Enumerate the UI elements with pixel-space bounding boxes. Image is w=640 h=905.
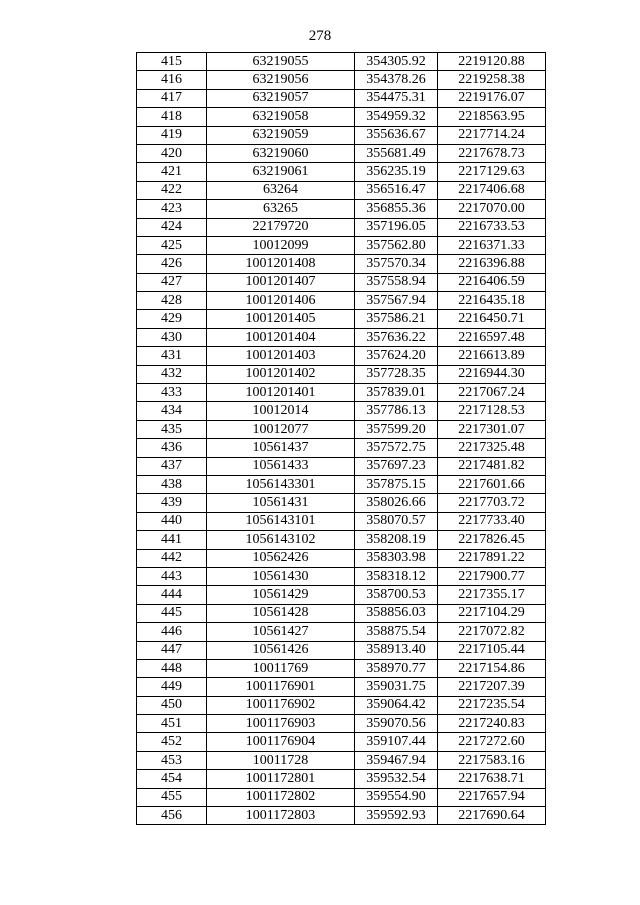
table-row (137, 715, 546, 733)
point-id-cell: 10562426 (207, 549, 355, 567)
y-coordinate-cell: 2217067.24 (438, 384, 546, 402)
x-coordinate-cell: 358700.53 (355, 586, 438, 604)
point-id-cell: 1001201403 (207, 347, 355, 365)
row-number-cell: 441 (137, 531, 207, 549)
row-number-cell: 428 (137, 292, 207, 310)
row-number-cell: 455 (137, 788, 207, 806)
y-coordinate-cell: 2216435.18 (438, 292, 546, 310)
y-coordinate-cell: 2217104.29 (438, 604, 546, 622)
x-coordinate-cell: 359592.93 (355, 807, 438, 825)
point-id-cell: 10012014 (207, 402, 355, 420)
y-coordinate-cell: 2217690.64 (438, 807, 546, 825)
point-id-cell: 10561429 (207, 586, 355, 604)
table-row (137, 71, 546, 89)
point-id-cell: 1001172803 (207, 807, 355, 825)
row-number-cell: 435 (137, 420, 207, 438)
point-id-cell: 1001176903 (207, 715, 355, 733)
table-row (137, 384, 546, 402)
table-row (137, 347, 546, 365)
point-id-cell: 63219057 (207, 89, 355, 107)
x-coordinate-cell: 357570.34 (355, 255, 438, 273)
table-row (137, 604, 546, 622)
x-coordinate-cell: 359107.44 (355, 733, 438, 751)
x-coordinate-cell: 354959.32 (355, 108, 438, 126)
table-row (137, 53, 546, 71)
row-number-cell: 454 (137, 770, 207, 788)
y-coordinate-cell: 2216371.33 (438, 236, 546, 254)
x-coordinate-cell: 358303.98 (355, 549, 438, 567)
point-id-cell: 10561433 (207, 457, 355, 475)
x-coordinate-cell: 357558.94 (355, 273, 438, 291)
point-id-cell: 1056143102 (207, 531, 355, 549)
table-row (137, 126, 546, 144)
row-number-cell: 445 (137, 604, 207, 622)
table-row (137, 89, 546, 107)
x-coordinate-cell: 357599.20 (355, 420, 438, 438)
page-number: 278 (308, 28, 332, 44)
table-row (137, 328, 546, 346)
point-id-cell: 1001201406 (207, 292, 355, 310)
y-coordinate-cell: 2217207.39 (438, 678, 546, 696)
row-number-cell: 450 (137, 696, 207, 714)
row-number-cell: 438 (137, 475, 207, 493)
table-row (137, 181, 546, 199)
point-id-cell: 10011728 (207, 751, 355, 769)
point-id-cell: 63219055 (207, 53, 355, 71)
x-coordinate-cell: 357572.75 (355, 439, 438, 457)
x-coordinate-cell: 358913.40 (355, 641, 438, 659)
table-row (137, 457, 546, 475)
point-id-cell: 1001201402 (207, 365, 355, 383)
point-id-cell: 63219058 (207, 108, 355, 126)
point-id-cell: 10561426 (207, 641, 355, 659)
point-id-cell: 10561430 (207, 567, 355, 585)
table-row (137, 310, 546, 328)
row-number-cell: 436 (137, 439, 207, 457)
point-id-cell: 10561431 (207, 494, 355, 512)
x-coordinate-cell: 357839.01 (355, 384, 438, 402)
y-coordinate-cell: 2217891.22 (438, 549, 546, 567)
y-coordinate-cell: 2219120.88 (438, 53, 546, 71)
y-coordinate-cell: 2216450.71 (438, 310, 546, 328)
table-body (137, 53, 546, 825)
point-id-cell: 63219061 (207, 163, 355, 181)
table-row (137, 218, 546, 236)
point-id-cell: 10561427 (207, 623, 355, 641)
row-number-cell: 434 (137, 402, 207, 420)
point-id-cell: 1056143301 (207, 475, 355, 493)
x-coordinate-cell: 357562.80 (355, 236, 438, 254)
y-coordinate-cell: 2217826.45 (438, 531, 546, 549)
y-coordinate-cell: 2217070.00 (438, 200, 546, 218)
y-coordinate-cell: 2217406.68 (438, 181, 546, 199)
point-id-cell: 22179720 (207, 218, 355, 236)
x-coordinate-cell: 357624.20 (355, 347, 438, 365)
x-coordinate-cell: 357586.21 (355, 310, 438, 328)
table-row (137, 531, 546, 549)
x-coordinate-cell: 359064.42 (355, 696, 438, 714)
point-id-cell: 1001201407 (207, 273, 355, 291)
table-row (137, 255, 546, 273)
y-coordinate-cell: 2217129.63 (438, 163, 546, 181)
table-row (137, 365, 546, 383)
table-row (137, 788, 546, 806)
table-row (137, 678, 546, 696)
x-coordinate-cell: 358970.77 (355, 659, 438, 677)
x-coordinate-cell: 357567.94 (355, 292, 438, 310)
table-row (137, 733, 546, 751)
table-row (137, 108, 546, 126)
point-id-cell: 10012077 (207, 420, 355, 438)
x-coordinate-cell: 357875.15 (355, 475, 438, 493)
row-number-cell: 447 (137, 641, 207, 659)
x-coordinate-cell: 359031.75 (355, 678, 438, 696)
y-coordinate-cell: 2219176.07 (438, 89, 546, 107)
row-number-cell: 420 (137, 144, 207, 162)
y-coordinate-cell: 2217301.07 (438, 420, 546, 438)
x-coordinate-cell: 358318.12 (355, 567, 438, 585)
y-coordinate-cell: 2216597.48 (438, 328, 546, 346)
table-row (137, 641, 546, 659)
y-coordinate-cell: 2217657.94 (438, 788, 546, 806)
row-number-cell: 440 (137, 512, 207, 530)
x-coordinate-cell: 357786.13 (355, 402, 438, 420)
row-number-cell: 429 (137, 310, 207, 328)
y-coordinate-cell: 2217733.40 (438, 512, 546, 530)
row-number-cell: 419 (137, 126, 207, 144)
table-row (137, 144, 546, 162)
row-number-cell: 426 (137, 255, 207, 273)
table-row (137, 567, 546, 585)
x-coordinate-cell: 357697.23 (355, 457, 438, 475)
x-coordinate-cell: 355681.49 (355, 144, 438, 162)
coordinates-table (136, 52, 546, 825)
x-coordinate-cell: 359467.94 (355, 751, 438, 769)
row-number-cell: 425 (137, 236, 207, 254)
row-number-cell: 421 (137, 163, 207, 181)
table-row (137, 292, 546, 310)
x-coordinate-cell: 357196.05 (355, 218, 438, 236)
point-id-cell: 10561428 (207, 604, 355, 622)
point-id-cell: 1001176902 (207, 696, 355, 714)
row-number-cell: 427 (137, 273, 207, 291)
point-id-cell: 1001176901 (207, 678, 355, 696)
row-number-cell: 451 (137, 715, 207, 733)
row-number-cell: 417 (137, 89, 207, 107)
y-coordinate-cell: 2217703.72 (438, 494, 546, 512)
table-row (137, 807, 546, 825)
point-id-cell: 1001172801 (207, 770, 355, 788)
row-number-cell: 415 (137, 53, 207, 71)
y-coordinate-cell: 2217601.66 (438, 475, 546, 493)
x-coordinate-cell: 356855.36 (355, 200, 438, 218)
table-row (137, 549, 546, 567)
point-id-cell: 1001201404 (207, 328, 355, 346)
row-number-cell: 433 (137, 384, 207, 402)
y-coordinate-cell: 2216733.53 (438, 218, 546, 236)
table-row (137, 770, 546, 788)
point-id-cell: 63264 (207, 181, 355, 199)
x-coordinate-cell: 355636.67 (355, 126, 438, 144)
x-coordinate-cell: 354475.31 (355, 89, 438, 107)
table-row (137, 163, 546, 181)
point-id-cell: 1001176904 (207, 733, 355, 751)
point-id-cell: 63219056 (207, 71, 355, 89)
point-id-cell: 1056143101 (207, 512, 355, 530)
y-coordinate-cell: 2217105.44 (438, 641, 546, 659)
y-coordinate-cell: 2217481.82 (438, 457, 546, 475)
row-number-cell: 448 (137, 659, 207, 677)
table-row (137, 512, 546, 530)
x-coordinate-cell: 356516.47 (355, 181, 438, 199)
point-id-cell: 1001201408 (207, 255, 355, 273)
x-coordinate-cell: 359070.56 (355, 715, 438, 733)
table-row (137, 623, 546, 641)
table-row (137, 586, 546, 604)
x-coordinate-cell: 358208.19 (355, 531, 438, 549)
y-coordinate-cell: 2216396.88 (438, 255, 546, 273)
table-row (137, 696, 546, 714)
table-row (137, 659, 546, 677)
row-number-cell: 452 (137, 733, 207, 751)
y-coordinate-cell: 2217714.24 (438, 126, 546, 144)
point-id-cell: 1001172802 (207, 788, 355, 806)
table-row (137, 494, 546, 512)
table-row (137, 200, 546, 218)
row-number-cell: 424 (137, 218, 207, 236)
x-coordinate-cell: 359532.54 (355, 770, 438, 788)
row-number-cell: 453 (137, 751, 207, 769)
x-coordinate-cell: 357728.35 (355, 365, 438, 383)
y-coordinate-cell: 2217240.83 (438, 715, 546, 733)
table-row (137, 236, 546, 254)
y-coordinate-cell: 2217128.53 (438, 402, 546, 420)
table-row (137, 475, 546, 493)
x-coordinate-cell: 358875.54 (355, 623, 438, 641)
row-number-cell: 444 (137, 586, 207, 604)
y-coordinate-cell: 2217583.16 (438, 751, 546, 769)
y-coordinate-cell: 2217272.60 (438, 733, 546, 751)
row-number-cell: 430 (137, 328, 207, 346)
row-number-cell: 431 (137, 347, 207, 365)
point-id-cell: 63265 (207, 200, 355, 218)
x-coordinate-cell: 358856.03 (355, 604, 438, 622)
table-row (137, 402, 546, 420)
y-coordinate-cell: 2217072.82 (438, 623, 546, 641)
row-number-cell: 423 (137, 200, 207, 218)
y-coordinate-cell: 2217638.71 (438, 770, 546, 788)
point-id-cell: 10561437 (207, 439, 355, 457)
table-row (137, 439, 546, 457)
table-row (137, 420, 546, 438)
row-number-cell: 418 (137, 108, 207, 126)
x-coordinate-cell: 358070.57 (355, 512, 438, 530)
y-coordinate-cell: 2217154.86 (438, 659, 546, 677)
y-coordinate-cell: 2217678.73 (438, 144, 546, 162)
table-row (137, 751, 546, 769)
point-id-cell: 10012099 (207, 236, 355, 254)
row-number-cell: 422 (137, 181, 207, 199)
row-number-cell: 416 (137, 71, 207, 89)
x-coordinate-cell: 356235.19 (355, 163, 438, 181)
x-coordinate-cell: 357636.22 (355, 328, 438, 346)
y-coordinate-cell: 2216613.89 (438, 347, 546, 365)
y-coordinate-cell: 2218563.95 (438, 108, 546, 126)
y-coordinate-cell: 2217900.77 (438, 567, 546, 585)
row-number-cell: 439 (137, 494, 207, 512)
row-number-cell: 449 (137, 678, 207, 696)
y-coordinate-cell: 2219258.38 (438, 71, 546, 89)
y-coordinate-cell: 2217325.48 (438, 439, 546, 457)
row-number-cell: 443 (137, 567, 207, 585)
row-number-cell: 456 (137, 807, 207, 825)
row-number-cell: 432 (137, 365, 207, 383)
row-number-cell: 442 (137, 549, 207, 567)
x-coordinate-cell: 354378.26 (355, 71, 438, 89)
point-id-cell: 1001201401 (207, 384, 355, 402)
y-coordinate-cell: 2216944.30 (438, 365, 546, 383)
point-id-cell: 63219060 (207, 144, 355, 162)
row-number-cell: 446 (137, 623, 207, 641)
point-id-cell: 10011769 (207, 659, 355, 677)
row-number-cell: 437 (137, 457, 207, 475)
table-row (137, 273, 546, 291)
point-id-cell: 63219059 (207, 126, 355, 144)
x-coordinate-cell: 354305.92 (355, 53, 438, 71)
x-coordinate-cell: 358026.66 (355, 494, 438, 512)
y-coordinate-cell: 2217235.54 (438, 696, 546, 714)
x-coordinate-cell: 359554.90 (355, 788, 438, 806)
y-coordinate-cell: 2217355.17 (438, 586, 546, 604)
point-id-cell: 1001201405 (207, 310, 355, 328)
y-coordinate-cell: 2216406.59 (438, 273, 546, 291)
